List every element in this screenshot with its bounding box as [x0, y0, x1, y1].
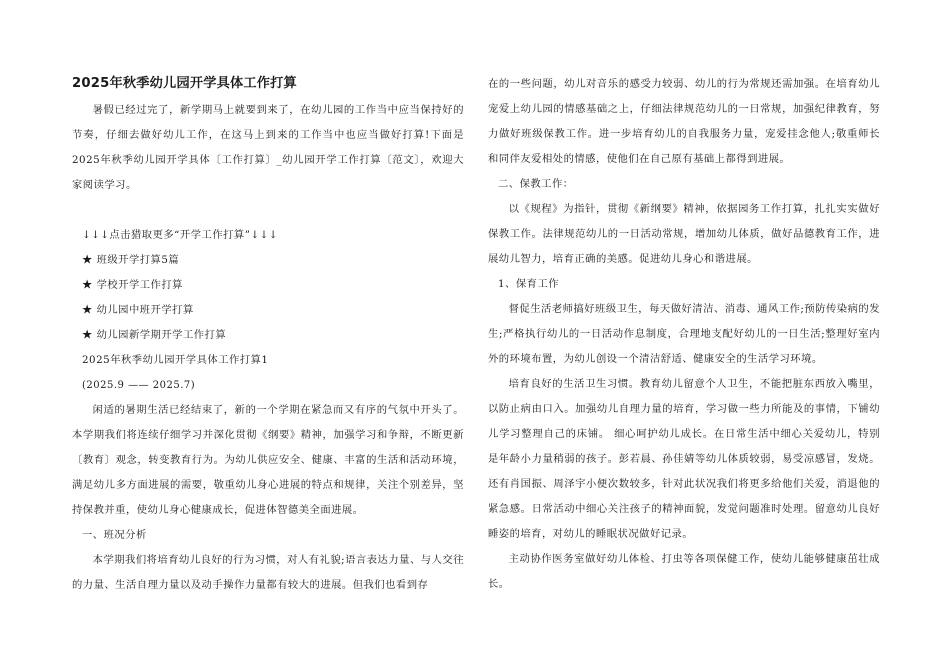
date-range: (2025.9 —— 2025.7): [82, 380, 196, 391]
left-column: [72, 72, 464, 598]
subsection-heading-care: 1、保育工作: [498, 278, 560, 290]
related-link-1[interactable]: ★ 班级开学打算5篇: [82, 254, 180, 266]
related-link-2[interactable]: ★ 学校开学工作打算: [82, 279, 183, 291]
document-title: 2025年秋季幼儿园开学具体工作打算: [72, 76, 297, 91]
section-subtitle: 2025年秋季幼儿园开学具体工作打算1: [82, 354, 269, 366]
more-link[interactable]: ↓↓↓点击猎取更多“开学工作打算”↓↓↓: [82, 229, 278, 241]
care-education-paragraph: 以《规程》为指针，贯彻《新纲要》精神，依据园务工作打算，扎扎实实做好保教工作。法律规范幼儿的一日活动常规，增加幼儿体质，做好品德教育工作，进展幼儿智力，培育正确的美感。促进幼儿身心和谐进展。: [488, 203, 880, 265]
care-paragraph-3: 主动协作医务室做好幼儿体检、打虫等各项保健工作，使幼儿能够健康茁壮成长。: [488, 553, 880, 590]
opening-paragraph: 闲适的暑期生活已经结束了，新的一个学期在紧急而又有序的气氛中开头了。本学期我们将连续仔细学习并深化贯彻《纲要》精神，加强学习和争辩，不断更新〔教育〕观念，转变教育行为。为幼儿供应安全、健康、丰富的生活和活动环境，满足幼儿多方面进展的需要，敬重幼儿身心进展的特点和规律，关注个别差异，坚持保教并重，使幼儿身心健康成长，促进体智德美全面进展。: [72, 404, 464, 516]
class-analysis-paragraph: 本学期我们将培育幼儿良好的行为习惯，对人有礼貌;语言表达力量、与人交往的力量、生活自理力量以及动手操作力量都有较大的进展。但我们也看到存: [72, 554, 464, 591]
right-column: [488, 72, 880, 597]
care-paragraph-1: 督促生活老师搞好班级卫生，每天做好清洁、消毒、通风工作;预防传染病的发生;严格执行幼儿的一日活动作息制度，合理地支配好幼儿的一日生活;整理好室内外的环境布置，为幼儿创设一个清洁舒适、健康安全的生活学习环境。: [488, 303, 880, 365]
class-analysis-continued: 在的一些问题，幼儿对音乐的感受力较弱、幼儿的行为常规还需加强。在培育幼儿宠爱上幼儿园的情感基础之上，仔细法律规范幼儿的一日常规，加强纪律教育，努力做好班级保教工作。进一步培育幼儿的自我服务力量，宠爱挂念他人;敬重师长和同伴友爱相处的情感，使他们在自己原有基础上都得到进展。: [488, 78, 880, 165]
intro-paragraph: 暑假已经过完了，新学期马上就要到来了，在幼儿园的工作当中应当保持好的节奏，仔细去做好幼儿工作，在这马上到来的工作当中也应当做好打算!下面是2025年秋季幼儿园开学具体〔工作打算〕_幼儿园开学工作打算〔范文〕，欢迎大家阅读学习。: [72, 104, 464, 191]
care-paragraph-2: 培育良好的生活卫生习惯。教育幼儿留意个人卫生，不能把脏东西放入嘴里，以防止病由口入。加强幼儿自理力量的培育，学习做一些力所能及的事情，下铺幼儿学习整理自己的床铺。 细心呵护幼儿成长。在日常生活中细心关爱幼儿，特别是年龄小力量稍弱的孩子。彭若晨、孙佳婧等幼儿体质较弱，易受凉感冒，发烧。还有肖国振、周泽宇小便次数较多，针对此状况我们将更多给他们关爱，消退他的紧急感。日常活动中细心关注孩子的精神面貌，发觉问题准时处理。留意幼儿良好睡姿的培育，对幼儿的睡眠状况做好记录。: [488, 378, 880, 540]
related-link-4[interactable]: ★ 幼儿园新学期开学工作打算: [82, 329, 227, 341]
section-heading-care-education: 二、保教工作：: [498, 178, 574, 190]
section-heading-class-analysis: 一、班况分析: [82, 529, 147, 541]
related-link-3[interactable]: ★ 幼儿园中班开学打算: [82, 304, 194, 316]
spacer: [72, 198, 464, 223]
